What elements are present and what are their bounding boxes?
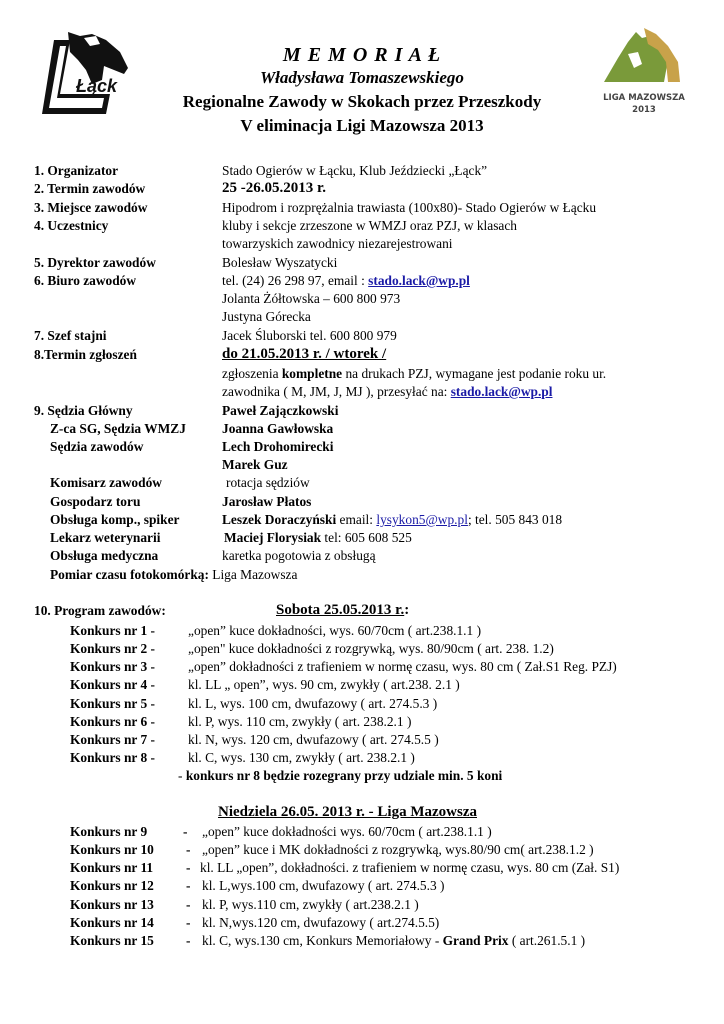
label-course-host: Gospodarz toru (50, 494, 141, 509)
value-commissioner: rotacja sędziów (226, 475, 310, 490)
dash: - (183, 824, 188, 839)
label-medical: Obsługa medyczna (50, 548, 159, 563)
competition-name: Konkurs nr 8 - (70, 750, 155, 765)
value-course-host: Jarosław Płatos (222, 494, 312, 509)
sunday-heading: Niedziela 26.05. 2013 r. - Liga Mazowsza (218, 804, 477, 820)
dash: - (186, 842, 191, 857)
competition-name: Konkurs nr 7 - (70, 732, 155, 747)
note-dash: - (178, 768, 186, 783)
event-name: Regionalne Zawody w Skokach przez Przeszkody (182, 92, 542, 111)
label-stable-chief: 7. Szef stajni (34, 328, 107, 343)
value-entry-note-2 (222, 384, 552, 400)
competition-desc: kl. P, wys. 110 cm, zwykły ( art. 238.2.1 ) (188, 714, 412, 729)
entry-note-pre: zgłoszenia (222, 366, 282, 381)
competition-name: Konkurs nr 3 - (70, 659, 155, 674)
value-office-1 (222, 273, 470, 289)
label-vet: Lekarz weterynarii (50, 530, 161, 545)
label-office: 6. Biuro zawodów (34, 273, 137, 288)
competition-name: Konkurs nr 13 (70, 897, 154, 912)
grand-prix-post: ( art.261.5.1 ) (508, 933, 586, 948)
dash: - (186, 860, 191, 875)
value-venue: Hipodrom i rozprężalnia trawiasta (100x80)- Stado Ogierów w Łącku (222, 200, 597, 215)
competition-name: Konkurs nr 6 - (70, 714, 155, 729)
competition-name: Konkurs nr 12 (70, 878, 154, 893)
label-timing: Pomiar czasu fotokomórką: (50, 567, 209, 582)
saturday-heading-text: Sobota 25.05.2013 r. (276, 602, 405, 618)
speaker-phone: ; tel. 505 843 018 (467, 512, 563, 527)
grand-prix-pre: kl. C, wys.130 cm, Konkurs Memoriałowy - (202, 933, 443, 948)
competition-desc: „open” kuce i MK dokładności z rozgrywką, wys.80/90 cm( art.238.1.2 ) (202, 842, 594, 857)
competition-desc: „open” kuce dokładności wys. 60/70cm ( art.238.1.1 ) (202, 824, 492, 839)
label-deputy-judge: Z-ca SG, Sędzia WMZJ (50, 421, 186, 436)
speaker-email-link[interactable]: lysykon5@wp.pl (376, 512, 468, 527)
value-speaker (222, 512, 562, 528)
competition-8-note (178, 768, 502, 784)
label-program: 10. Program zawodów: (34, 603, 166, 618)
liga-logo-year: 2013 (632, 105, 656, 115)
value-entry-note-1 (222, 366, 606, 382)
competition-name: Konkurs nr 14 (70, 915, 154, 930)
label-entry-deadline: 8.Termin zgłoszeń (34, 347, 137, 362)
vet-name: Maciej Florysiak (224, 530, 322, 545)
competition-name: Konkurs nr 4 - (70, 677, 155, 692)
competition-name: Konkurs nr 11 (70, 860, 154, 875)
value-participants-2: towarzyskich zawodnicy niezarejestrowani (222, 236, 453, 251)
dash: - (186, 933, 191, 948)
competition-desc: kl. P, wys.110 cm, zwykły ( art.238.2.1 ) (202, 897, 419, 912)
office-phone: tel. (24) 26 298 97, email : (222, 273, 369, 288)
value-office-3: Justyna Górecka (222, 309, 311, 324)
value-participants-1: kluby i sekcje zrzeszone w WMZJ oraz PZJ, w klasach (222, 218, 517, 233)
entry-note-bold: kompletne (281, 366, 343, 381)
competition-desc: kl. L,wys.100 cm, dwufazowy ( art. 274.5.3 ) (202, 878, 445, 893)
value-director: Bolesław Wyszatycki (222, 255, 338, 270)
competition-desc: kl. L, wys. 100 cm, dwufazowy ( art. 274.5.3 ) (188, 696, 438, 711)
competition-desc: „open” kuce dokładności, wys. 60/70cm ( art.238.1.1 ) (188, 623, 482, 638)
note-text: konkurs nr 8 będzie rozegrany przy udziale min. 5 koni (185, 768, 503, 783)
competition-desc: kl. LL „ open”, wys. 90 cm, zwykły ( art.238. 2.1 ) (188, 677, 460, 692)
value-deputy-judge: Joanna Gawłowska (222, 421, 334, 436)
speaker-email-pre: email: (336, 512, 377, 527)
label-organizer: 1. Organizator (34, 163, 119, 178)
competition-desc: kl. N, wys. 120 cm, dwufazowy ( art. 274.5.5 ) (188, 732, 439, 747)
competition-name: Konkurs nr 9 (70, 824, 148, 839)
label-commissioner: Komisarz zawodów (50, 475, 162, 490)
liga-logo-text: LIGA MAZOWSZA (603, 93, 685, 103)
saturday-heading-colon: : (404, 602, 410, 618)
office-email-link[interactable]: stado.lack@wp.pl (368, 273, 470, 288)
speaker-name: Leszek Doraczyński (222, 512, 337, 527)
title: M E M O R I A Ł (282, 44, 442, 66)
label-director: 5. Dyrektor zawodów (34, 255, 156, 270)
subtitle: Władysława Tomaszewskiego (260, 68, 464, 87)
dash: - (186, 878, 191, 893)
value-timing: Liga Mazowsza (208, 567, 298, 582)
competition-desc: „open" kuce dokładności z rozgrywką, wys. 80/90cm ( art. 238. 1.2) (188, 641, 554, 656)
value-date: 25 -26.05.2013 r. (222, 180, 327, 196)
value-entry-deadline: do 21.05.2013 r. / wtorek / (222, 346, 387, 362)
label-venue: 3. Miejsce zawodów (34, 200, 148, 215)
competition-desc (202, 933, 585, 949)
competition-name: Konkurs nr 1 - (70, 623, 155, 638)
event-round: V eliminacja Ligi Mazowsza 2013 (240, 116, 484, 135)
competition-desc: „open” dokładności z trafieniem w normę czasu, wys. 80 cm ( Zał.S1 Reg. PZJ) (188, 659, 617, 674)
entry-note2-pre: zawodnika ( M, JM, J, MJ ), przesyłać na: (222, 384, 451, 399)
competition-desc: kl. C, wys. 130 cm, zwykły ( art. 238.2.1 ) (188, 750, 415, 765)
label-chief-judge: 9. Sędzia Główny (34, 403, 133, 418)
competition-desc: kl. N,wys.120 cm, dwufazowy ( art.274.5.5) (202, 915, 440, 930)
label-date: 2. Termin zawodów (34, 181, 146, 196)
value-chief-judge: Paweł Zajączkowski (222, 403, 339, 418)
vet-phone: tel: 605 608 525 (321, 530, 412, 545)
timing-line (50, 567, 297, 583)
saturday-heading (276, 602, 409, 618)
lack-logo-text: Łąck (76, 76, 118, 96)
value-organizer: Stado Ogierów w Łącku, Klub Jeździecki „Łąck” (222, 163, 488, 178)
entry-note-post: na drukach PZJ, wymagane jest podanie roku ur. (342, 366, 607, 381)
value-stable-chief: Jacek Śluborski tel. 600 800 979 (222, 328, 397, 343)
value-judge-1: Lech Drohomirecki (222, 439, 334, 454)
competition-name: Konkurs nr 10 (70, 842, 154, 857)
value-vet (224, 530, 412, 546)
competition-name: Konkurs nr 5 - (70, 696, 155, 711)
entry-email-link[interactable]: stado.lack@wp.pl (450, 384, 553, 399)
grand-prix-label: Grand Prix (442, 933, 509, 948)
competition-name: Konkurs nr 15 (70, 933, 154, 948)
value-medical: karetka pogotowia z obsługą (222, 548, 376, 563)
dash: - (186, 897, 191, 912)
label-participants: 4. Uczestnicy (34, 218, 109, 233)
value-judge-2: Marek Guz (222, 457, 288, 472)
competition-desc: kl. LL „open”, dokładności. z trafieniem w normę czasu, wys. 80 cm (Zał. S1) (200, 860, 620, 875)
competition-name: Konkurs nr 2 - (70, 641, 155, 656)
dash: - (186, 915, 191, 930)
label-speaker: Obsługa komp., spiker (50, 512, 180, 527)
label-judges: Sędzia zawodów (50, 439, 144, 454)
value-office-2: Jolanta Żółtowska – 600 800 973 (222, 291, 401, 306)
